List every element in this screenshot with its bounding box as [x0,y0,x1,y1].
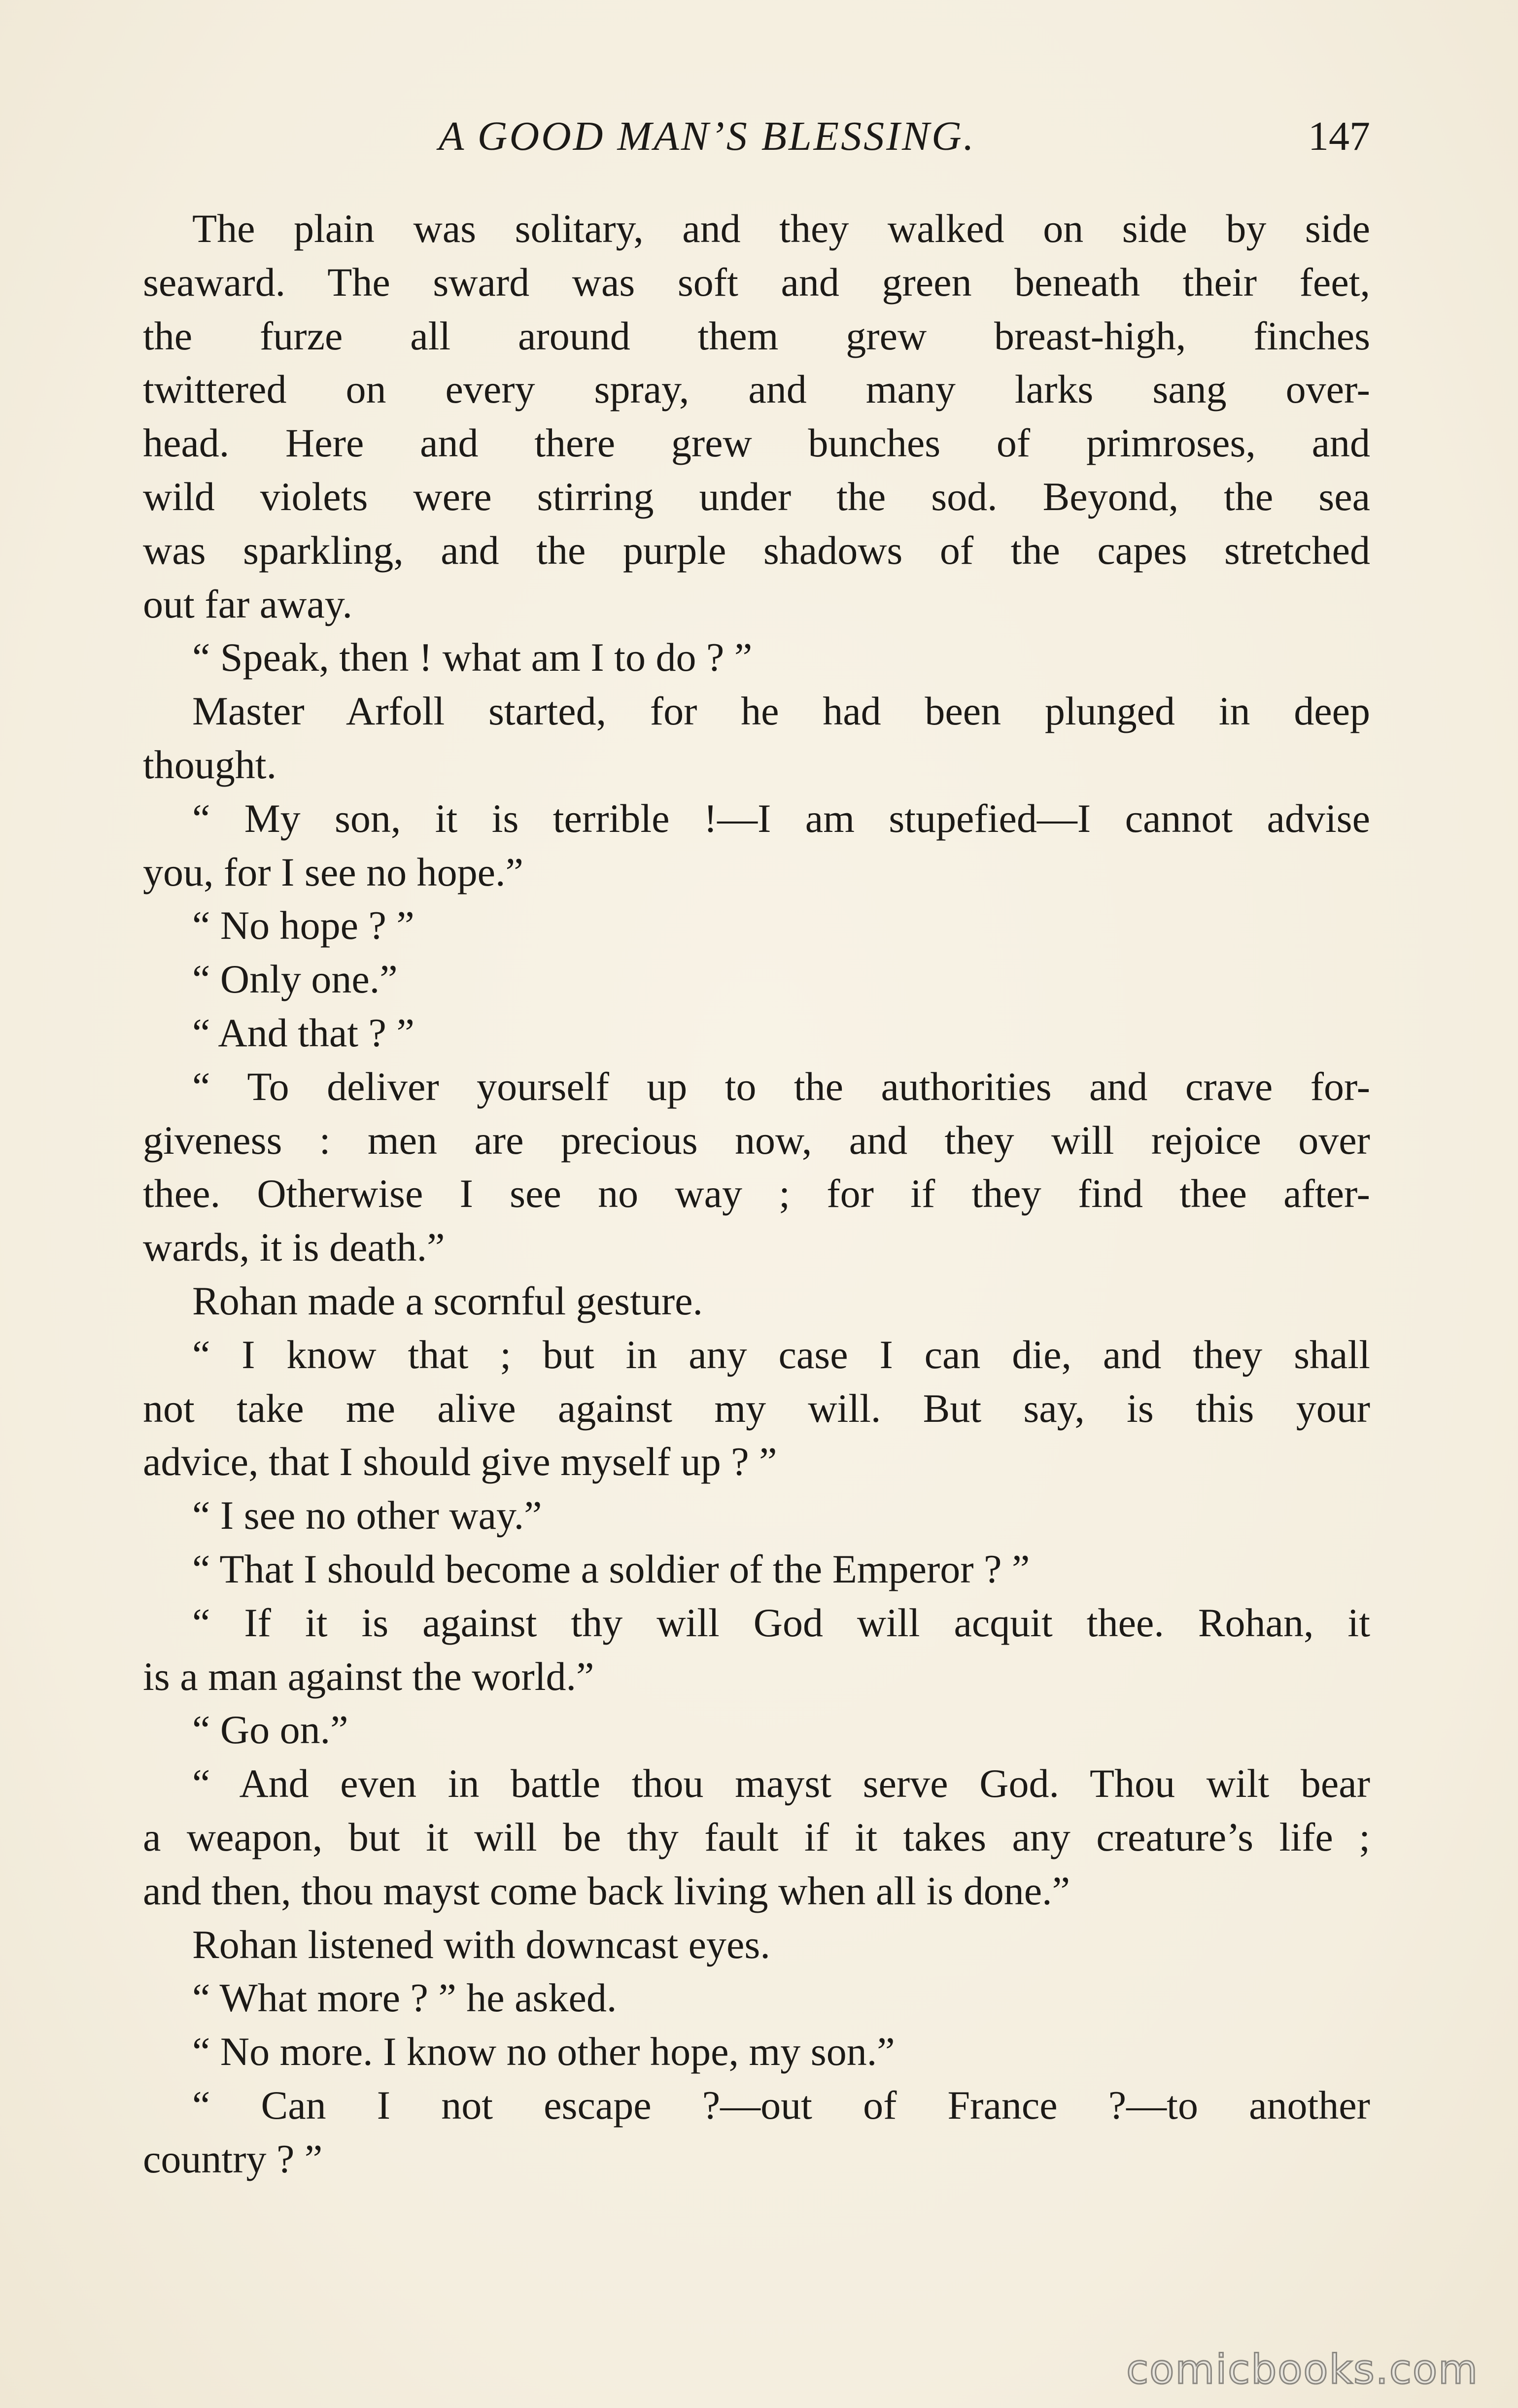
text-line: “ Can I not escape ?—out of France ?—to another [192,2082,1370,2128]
text-line: a weapon, but it will be thy fault if it takes any creature’s life ; [143,1814,1370,1859]
text-line: Rohan made a scornful gesture. [192,1278,703,1323]
text-line: “ My son, it is terrible !—I am stupefied—I cannot advise [192,795,1370,841]
watermark: comicbooks.com [1126,2346,1479,2393]
text-line: giveness : men are precious now, and they will rejoice over [143,1117,1370,1163]
text-line: “ Only one.” [192,957,398,1002]
running-head [143,112,1370,172]
text-line: “ No more. I know no other hope, my son.” [192,2029,895,2074]
text-line: “ That I should become a soldier of the Emperor ? ” [192,1546,1030,1591]
text-line: “ What more ? ” he asked. [192,1975,617,2021]
text-line: wards, it is death.” [143,1225,445,1270]
text-line: head. Here and there grew bunches of primroses, and [143,420,1370,466]
text-line: “ I know that ; but in any case I can die, and they shall [192,1332,1370,1377]
text-line: “ No hope ? ” [192,903,414,948]
text-line: Rohan listened with downcast eyes. [192,1922,770,1967]
text-line: advice, that I should give myself up ? ” [143,1439,777,1484]
text-line: “ If it is against thy will God will acquit thee. Rohan, it [192,1600,1370,1645]
text-line: you, for I see no hope.” [143,849,523,894]
text-line: wild violets were stirring under the sod. Beyond, the sea [143,474,1370,519]
body-text [143,202,1370,2186]
text-line: not take me alive against my will. But say, is this your [143,1385,1370,1431]
page-number: 147 [1308,113,1370,159]
text-line: “ Go on.” [192,1707,348,1753]
text-line: and then, thou mayst come back living when all is done.” [143,1868,1070,1913]
text-line: twittered on every spray, and many larks sang over- [143,367,1370,412]
text-line: The plain was solitary, and they walked on side by side [192,206,1370,251]
text-line: “ And even in battle thou mayst serve God. Thou wilt bear [192,1761,1370,1806]
text-line: “ And that ? ” [192,1010,414,1055]
text-line: “ To deliver yourself up to the authorities and crave for- [192,1064,1370,1109]
text-line: out far away. [143,581,352,626]
text-line: seaward. The sward was soft and green beneath their feet, [143,259,1370,305]
text-line: Master Arfoll started, for he had been plunged in deep [192,688,1370,734]
text-line: was sparkling, and the purple shadows of the capes stretched [143,527,1370,573]
text-line: country ? ” [143,2136,323,2181]
text-line: “ Speak, then ! what am I to do ? ” [192,635,753,680]
text-line: is a man against the world.” [143,1653,594,1699]
text-line: the furze all around them grew breast-high, finches [143,313,1370,358]
text-line: thought. [143,742,277,787]
text-line: “ I see no other way.” [192,1493,542,1538]
chapter-title: A GOOD MAN’S BLESSING. [439,113,976,159]
text-line: thee. Otherwise I see no way ; for if they find thee after- [143,1171,1370,1216]
